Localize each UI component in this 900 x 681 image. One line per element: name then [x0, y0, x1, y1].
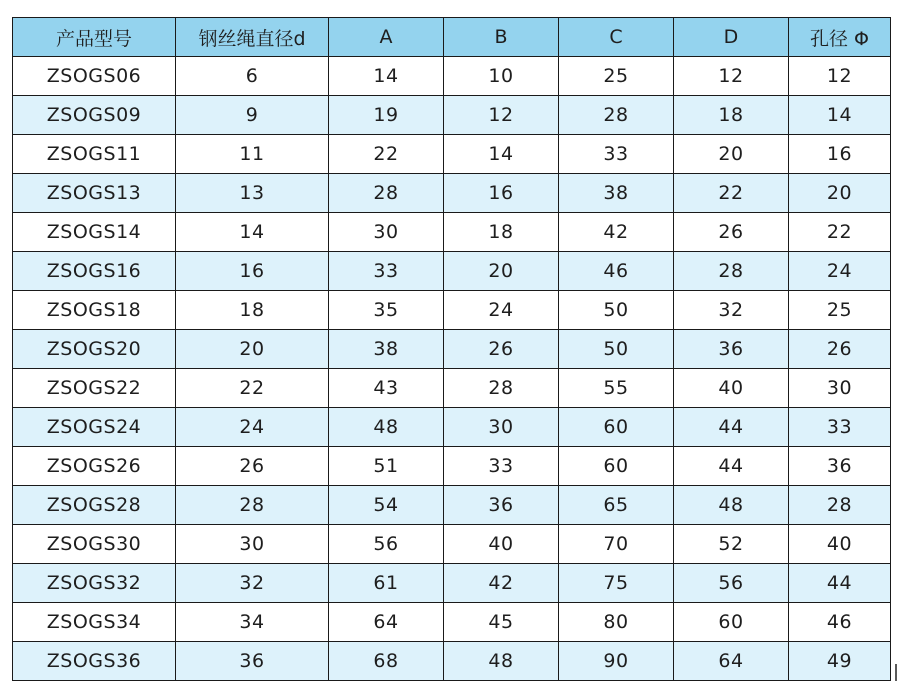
cell-model: ZSOGS34	[13, 603, 176, 642]
cell-b: 30	[444, 408, 559, 447]
cell-wire-diameter: 36	[176, 642, 329, 681]
cell-c: 50	[559, 330, 674, 369]
table-row	[13, 57, 891, 96]
cell-model: ZSOGS26	[13, 447, 176, 486]
cell-c: 90	[559, 642, 674, 681]
cell-a: 68	[329, 642, 444, 681]
cell-d: 56	[674, 564, 789, 603]
cell-wire-diameter: 28	[176, 486, 329, 525]
cell-hole-diameter: 16	[789, 135, 891, 174]
cell-model: ZSOGS14	[13, 213, 176, 252]
cell-a: 30	[329, 213, 444, 252]
cell-d: 26	[674, 213, 789, 252]
cell-hole-diameter: 33	[789, 408, 891, 447]
cell-d: 44	[674, 408, 789, 447]
cell-model: ZSOGS13	[13, 174, 176, 213]
cell-c: 60	[559, 408, 674, 447]
table-row	[13, 564, 891, 603]
cell-a: 35	[329, 291, 444, 330]
table-body	[13, 57, 891, 681]
cell-hole-diameter: 20	[789, 174, 891, 213]
edge-mark	[895, 664, 897, 681]
cell-hole-diameter: 49	[789, 642, 891, 681]
cell-a: 54	[329, 486, 444, 525]
cell-c: 55	[559, 369, 674, 408]
cell-wire-diameter: 22	[176, 369, 329, 408]
table-row	[13, 603, 891, 642]
table-row	[13, 291, 891, 330]
cell-a: 14	[329, 57, 444, 96]
cell-wire-diameter: 11	[176, 135, 329, 174]
cell-wire-diameter: 16	[176, 252, 329, 291]
header-a: A	[329, 18, 444, 57]
cell-c: 33	[559, 135, 674, 174]
cell-wire-diameter: 20	[176, 330, 329, 369]
cell-b: 18	[444, 213, 559, 252]
cell-c: 70	[559, 525, 674, 564]
cell-wire-diameter: 26	[176, 447, 329, 486]
table-row	[13, 486, 891, 525]
cell-b: 42	[444, 564, 559, 603]
cell-model: ZSOGS28	[13, 486, 176, 525]
cell-b: 24	[444, 291, 559, 330]
cell-d: 18	[674, 96, 789, 135]
cell-a: 48	[329, 408, 444, 447]
cell-b: 20	[444, 252, 559, 291]
cell-hole-diameter: 36	[789, 447, 891, 486]
cell-b: 40	[444, 525, 559, 564]
header-row	[13, 18, 891, 57]
cell-c: 50	[559, 291, 674, 330]
cell-hole-diameter: 30	[789, 369, 891, 408]
cell-d: 22	[674, 174, 789, 213]
cell-d: 12	[674, 57, 789, 96]
cell-c: 28	[559, 96, 674, 135]
cell-d: 32	[674, 291, 789, 330]
table-row	[13, 408, 891, 447]
cell-b: 33	[444, 447, 559, 486]
cell-d: 36	[674, 330, 789, 369]
header-hole-diameter: 孔径 Φ	[789, 18, 891, 57]
table-row	[13, 525, 891, 564]
cell-a: 22	[329, 135, 444, 174]
cell-wire-diameter: 6	[176, 57, 329, 96]
header-model: 产品型号	[13, 18, 176, 57]
cell-b: 45	[444, 603, 559, 642]
cell-model: ZSOGS36	[13, 642, 176, 681]
cell-hole-diameter: 46	[789, 603, 891, 642]
cell-a: 38	[329, 330, 444, 369]
cell-c: 38	[559, 174, 674, 213]
cell-c: 80	[559, 603, 674, 642]
cell-b: 28	[444, 369, 559, 408]
cell-hole-diameter: 44	[789, 564, 891, 603]
cell-d: 60	[674, 603, 789, 642]
header-c: C	[559, 18, 674, 57]
cell-a: 33	[329, 252, 444, 291]
cell-model: ZSOGS32	[13, 564, 176, 603]
cell-d: 28	[674, 252, 789, 291]
cell-model: ZSOGS30	[13, 525, 176, 564]
cell-model: ZSOGS20	[13, 330, 176, 369]
cell-d: 48	[674, 486, 789, 525]
cell-b: 26	[444, 330, 559, 369]
table-header	[13, 18, 891, 57]
cell-model: ZSOGS11	[13, 135, 176, 174]
cell-d: 44	[674, 447, 789, 486]
cell-wire-diameter: 13	[176, 174, 329, 213]
cell-c: 25	[559, 57, 674, 96]
table-row	[13, 213, 891, 252]
table-row	[13, 96, 891, 135]
cell-model: ZSOGS06	[13, 57, 176, 96]
cell-hole-diameter: 14	[789, 96, 891, 135]
table-row	[13, 330, 891, 369]
table-row	[13, 447, 891, 486]
cell-wire-diameter: 30	[176, 525, 329, 564]
cell-model: ZSOGS09	[13, 96, 176, 135]
cell-hole-diameter: 22	[789, 213, 891, 252]
cell-c: 75	[559, 564, 674, 603]
cell-b: 16	[444, 174, 559, 213]
table-row	[13, 174, 891, 213]
cell-wire-diameter: 34	[176, 603, 329, 642]
table-row	[13, 135, 891, 174]
cell-wire-diameter: 14	[176, 213, 329, 252]
cell-c: 42	[559, 213, 674, 252]
cell-b: 14	[444, 135, 559, 174]
cell-c: 65	[559, 486, 674, 525]
cell-model: ZSOGS16	[13, 252, 176, 291]
cell-hole-diameter: 28	[789, 486, 891, 525]
cell-b: 10	[444, 57, 559, 96]
cell-wire-diameter: 24	[176, 408, 329, 447]
cell-d: 20	[674, 135, 789, 174]
cell-b: 12	[444, 96, 559, 135]
header-b: B	[444, 18, 559, 57]
cell-a: 64	[329, 603, 444, 642]
cell-model: ZSOGS18	[13, 291, 176, 330]
cell-b: 36	[444, 486, 559, 525]
cell-a: 61	[329, 564, 444, 603]
cell-hole-diameter: 12	[789, 57, 891, 96]
cell-model: ZSOGS22	[13, 369, 176, 408]
cell-a: 28	[329, 174, 444, 213]
cell-a: 51	[329, 447, 444, 486]
cell-a: 56	[329, 525, 444, 564]
cell-a: 43	[329, 369, 444, 408]
spec-table	[12, 17, 891, 681]
cell-hole-diameter: 26	[789, 330, 891, 369]
cell-a: 19	[329, 96, 444, 135]
cell-hole-diameter: 24	[789, 252, 891, 291]
cell-c: 60	[559, 447, 674, 486]
header-d: D	[674, 18, 789, 57]
cell-b: 48	[444, 642, 559, 681]
table-row	[13, 642, 891, 681]
cell-hole-diameter: 40	[789, 525, 891, 564]
cell-c: 46	[559, 252, 674, 291]
header-wire-diameter: 钢丝绳直径d	[176, 18, 329, 57]
table-row	[13, 252, 891, 291]
table-row	[13, 369, 891, 408]
cell-d: 52	[674, 525, 789, 564]
cell-wire-diameter: 18	[176, 291, 329, 330]
cell-wire-diameter: 32	[176, 564, 329, 603]
cell-d: 40	[674, 369, 789, 408]
cell-wire-diameter: 9	[176, 96, 329, 135]
cell-d: 64	[674, 642, 789, 681]
cell-model: ZSOGS24	[13, 408, 176, 447]
cell-hole-diameter: 25	[789, 291, 891, 330]
